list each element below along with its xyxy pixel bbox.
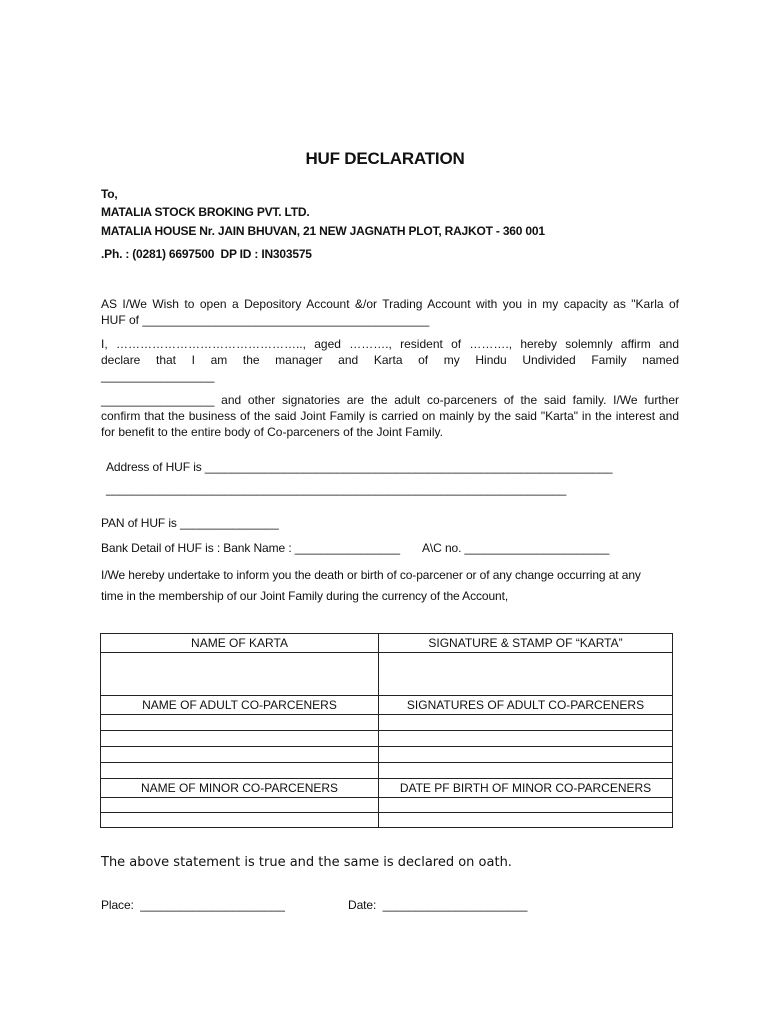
- oath-statement: The above statement is true and the same is declared on oath.: [101, 855, 512, 870]
- page-title: HUF DECLARATION: [305, 149, 465, 168]
- minor-name-cell[interactable]: [101, 798, 379, 813]
- place-field[interactable]: Place: ______________________: [101, 898, 285, 912]
- karta-signature-cell[interactable]: [379, 653, 673, 696]
- huf-address-field-continued[interactable]: ______________________________________________________________________: [106, 482, 567, 496]
- karta-signature-header: SIGNATURE & STAMP OF “KARTA”: [379, 634, 673, 653]
- affirmation-line-2: declare that I am the manager and Karta of my Hindu Undivided Family named: [101, 353, 679, 367]
- table-row: [101, 798, 673, 813]
- signatories-table: [100, 633, 673, 828]
- capacity-paragraph: [101, 296, 679, 328]
- minor-name-cell[interactable]: [101, 813, 379, 828]
- adult-signature-header: SIGNATURES OF ADULT CO-PARCENERS: [379, 696, 673, 715]
- minor-dob-cell[interactable]: [379, 813, 673, 828]
- karta-name-header: NAME OF KARTA: [101, 634, 379, 653]
- coparceners-line-2: confirm that the business of the said Joint Family is carried on mainly by the said "Karta" in the interest and: [101, 409, 679, 423]
- adult-signature-cell[interactable]: [379, 715, 673, 731]
- coparceners-line-1[interactable]: _________________ and other signatories are the adult co-parceners of the said family. I/We further: [101, 393, 679, 407]
- date-field[interactable]: Date: ______________________: [348, 898, 528, 912]
- karta-name-cell[interactable]: [101, 653, 379, 696]
- minor-dob-cell[interactable]: [379, 798, 673, 813]
- family-name-field[interactable]: _________________: [101, 369, 215, 383]
- table-row: [101, 715, 673, 731]
- capacity-line-1: AS I/We Wish to open a Depository Account &/or Trading Account with you in my capacity as "Karla of: [101, 297, 679, 311]
- pan-field[interactable]: PAN of HUF is _______________: [101, 516, 279, 530]
- table-row: [101, 731, 673, 747]
- adult-signature-cell[interactable]: [379, 747, 673, 763]
- table-row: [101, 813, 673, 828]
- table-row: [101, 763, 673, 779]
- affirmation-line-1[interactable]: I, ……………………………………….., aged ………., resident of ………., hereby solemnly affirm and: [101, 337, 679, 351]
- table-header-row: [101, 696, 673, 715]
- company-name: MATALIA STOCK BROKING PVT. LTD.: [101, 205, 310, 219]
- bank-name-field[interactable]: Bank Detail of HUF is : Bank Name : ________________: [101, 541, 400, 555]
- account-number-field[interactable]: A\C no. ______________________: [422, 541, 610, 555]
- adult-signature-cell[interactable]: [379, 763, 673, 779]
- huf-of-field[interactable]: HUF of ___________________________________________: [101, 313, 430, 327]
- adult-signature-cell[interactable]: [379, 731, 673, 747]
- company-address: MATALIA HOUSE Nr. JAIN BHUVAN, 21 NEW JAGNATH PLOT, RAJKOT - 360 001: [101, 224, 545, 238]
- adult-name-cell[interactable]: [101, 715, 379, 731]
- minor-dob-header: DATE PF BIRTH OF MINOR CO-PARCENERS: [379, 779, 673, 798]
- huf-address-field[interactable]: Address of HUF is ______________________________________________________________: [106, 460, 613, 474]
- minor-name-header: NAME OF MINOR CO-PARCENERS: [101, 779, 379, 798]
- table-row: [101, 653, 673, 696]
- adult-name-cell[interactable]: [101, 731, 379, 747]
- table-header-row: [101, 634, 673, 653]
- addressee-to: To,: [101, 187, 118, 201]
- company-phone: .Ph. : (0281) 6697500 DP ID : IN303575: [101, 247, 312, 261]
- affirmation-paragraph: [101, 336, 679, 384]
- adult-name-header: NAME OF ADULT CO-PARCENERS: [101, 696, 379, 715]
- adult-name-cell[interactable]: [101, 747, 379, 763]
- undertaking-line-2: time in the membership of our Joint Family during the currency of the Account,: [101, 589, 509, 603]
- table-row: [101, 747, 673, 763]
- table-header-row: [101, 779, 673, 798]
- undertaking-line-1: I/We hereby undertake to inform you the death or birth of co-parcener or of any change occurring at any: [101, 568, 641, 582]
- coparceners-paragraph: [101, 392, 679, 440]
- adult-name-cell[interactable]: [101, 763, 379, 779]
- coparceners-line-3: for benefit to the entire body of Co-parceners of the Joint Family.: [101, 425, 443, 439]
